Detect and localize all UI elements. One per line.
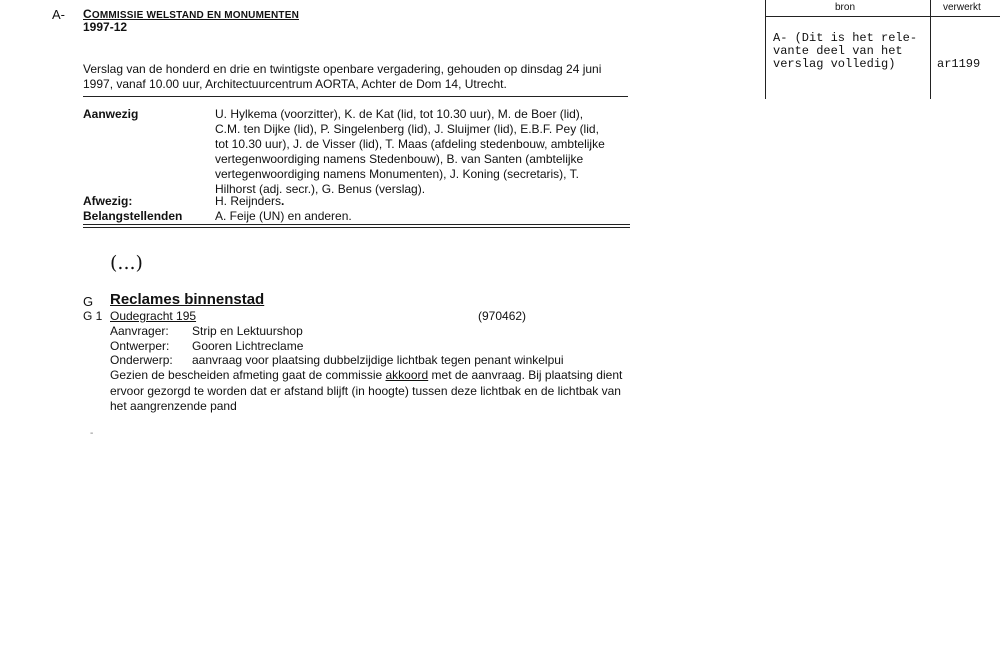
committee-initial: C [83, 7, 92, 21]
committee-name [83, 7, 299, 21]
bron-line: A- (Dit is het rele- [773, 31, 918, 45]
aanwezig-line: vertegenwoordiging namens Monumenten), J. Koning (secretaris), T. [215, 167, 579, 181]
source-table [765, 0, 1000, 99]
table-header-verwerkt: verwerkt [943, 2, 981, 13]
decision-paragraph [110, 368, 630, 415]
field-value-onderwerp: aanvraag voor plaatsing dubbelzijdige lichtbak tegen penant winkelpui [192, 353, 564, 367]
field-label-ontwerper: Ontwerper: [110, 339, 170, 353]
field-value-ontwerper: Gooren Lichtreclame [192, 339, 304, 353]
belangstellenden-value: A. Feije (UN) en anderen. [215, 209, 352, 223]
aanwezig-line: U. Hylkema (voorzitter), K. de Kat (lid, tot 10.30 uur), M. de Boer (lid), [215, 107, 584, 121]
item-address: Oudegracht 195 [110, 309, 197, 323]
aanwezig-list [215, 107, 630, 197]
belangstellenden-label: Belangstellenden [83, 209, 183, 223]
table-header-rule [765, 16, 1000, 17]
table-column-divider [930, 0, 931, 99]
item-number: G 1 [83, 309, 103, 323]
decision-verdict: akkoord [385, 368, 429, 382]
aanwezig-line: Hilhorst (adj. secr.), G. Benus (verslag). [215, 182, 426, 196]
afwezig-name: H. Reijnders [215, 194, 282, 208]
table-cell-verwerkt: ar1199 [937, 57, 981, 71]
item-case-number: (970462) [478, 309, 527, 323]
aanwezig-line: tot 10.30 uur), J. de Visser (lid), T. Maas (afdeling stedenbouw, ambtelijke [215, 137, 605, 151]
bron-line: vante deel van het [773, 44, 903, 58]
afwezig-label: Afwezig: [83, 194, 133, 208]
intro-paragraph [83, 62, 638, 92]
section-title: Reclames binnenstad [110, 291, 265, 308]
afwezig-mark: . [281, 194, 285, 208]
divider-bottom-double [83, 227, 630, 228]
afwezig-value [215, 194, 284, 208]
field-label-aanvrager: Aanvrager: [110, 324, 169, 338]
field-label-onderwerp: Onderwerp: [110, 353, 173, 367]
field-value-aanvrager: Strip en Lektuurshop [192, 324, 303, 338]
aanwezig-label: Aanwezig [83, 107, 139, 121]
intro-line: 1997, vanaf 10.00 uur, Architectuurcentrum AORTA, Achter de Dom 14, Utrecht. [83, 77, 507, 91]
decision-text-end: met de aanvraag. Bij plaatsing dient ervoor gezorgd te worden dat er afstand blijft (in hoogte) tussen deze lichtbak en de lichtbak van het aangrenzende pand [110, 368, 623, 413]
aanwezig-line: C.M. ten Dijke (lid), P. Singelenberg (lid), J. Sluijmer (lid), E.B.F. Pey (lid, [215, 122, 599, 136]
aanwezig-line: vertegenwoordiging namens Stedenbouw), B. van Santen (ambtelijke [215, 152, 584, 166]
omission-marker: (...) [110, 252, 143, 274]
stray-mark: - [90, 428, 94, 439]
intro-line: Verslag van de honderd en drie en twintigste openbare vergadering, gehouden op dinsdag 24 juni [83, 62, 602, 76]
committee-name-rest: OMMISSIE WELSTAND EN MONUMENTEN [91, 10, 299, 21]
bron-line: verslag volledig) [773, 57, 896, 71]
decision-text-start: Gezien de bescheiden afmeting gaat de commissie [110, 368, 386, 382]
table-cell-bron [773, 32, 917, 71]
table-border-left [765, 0, 766, 99]
table-header-bron: bron [835, 2, 856, 13]
divider-top [83, 96, 628, 97]
section-letter: G [83, 294, 94, 309]
divider-bottom [83, 224, 630, 225]
report-number: 1997-12 [83, 20, 128, 34]
document-marker: A- [52, 7, 65, 22]
